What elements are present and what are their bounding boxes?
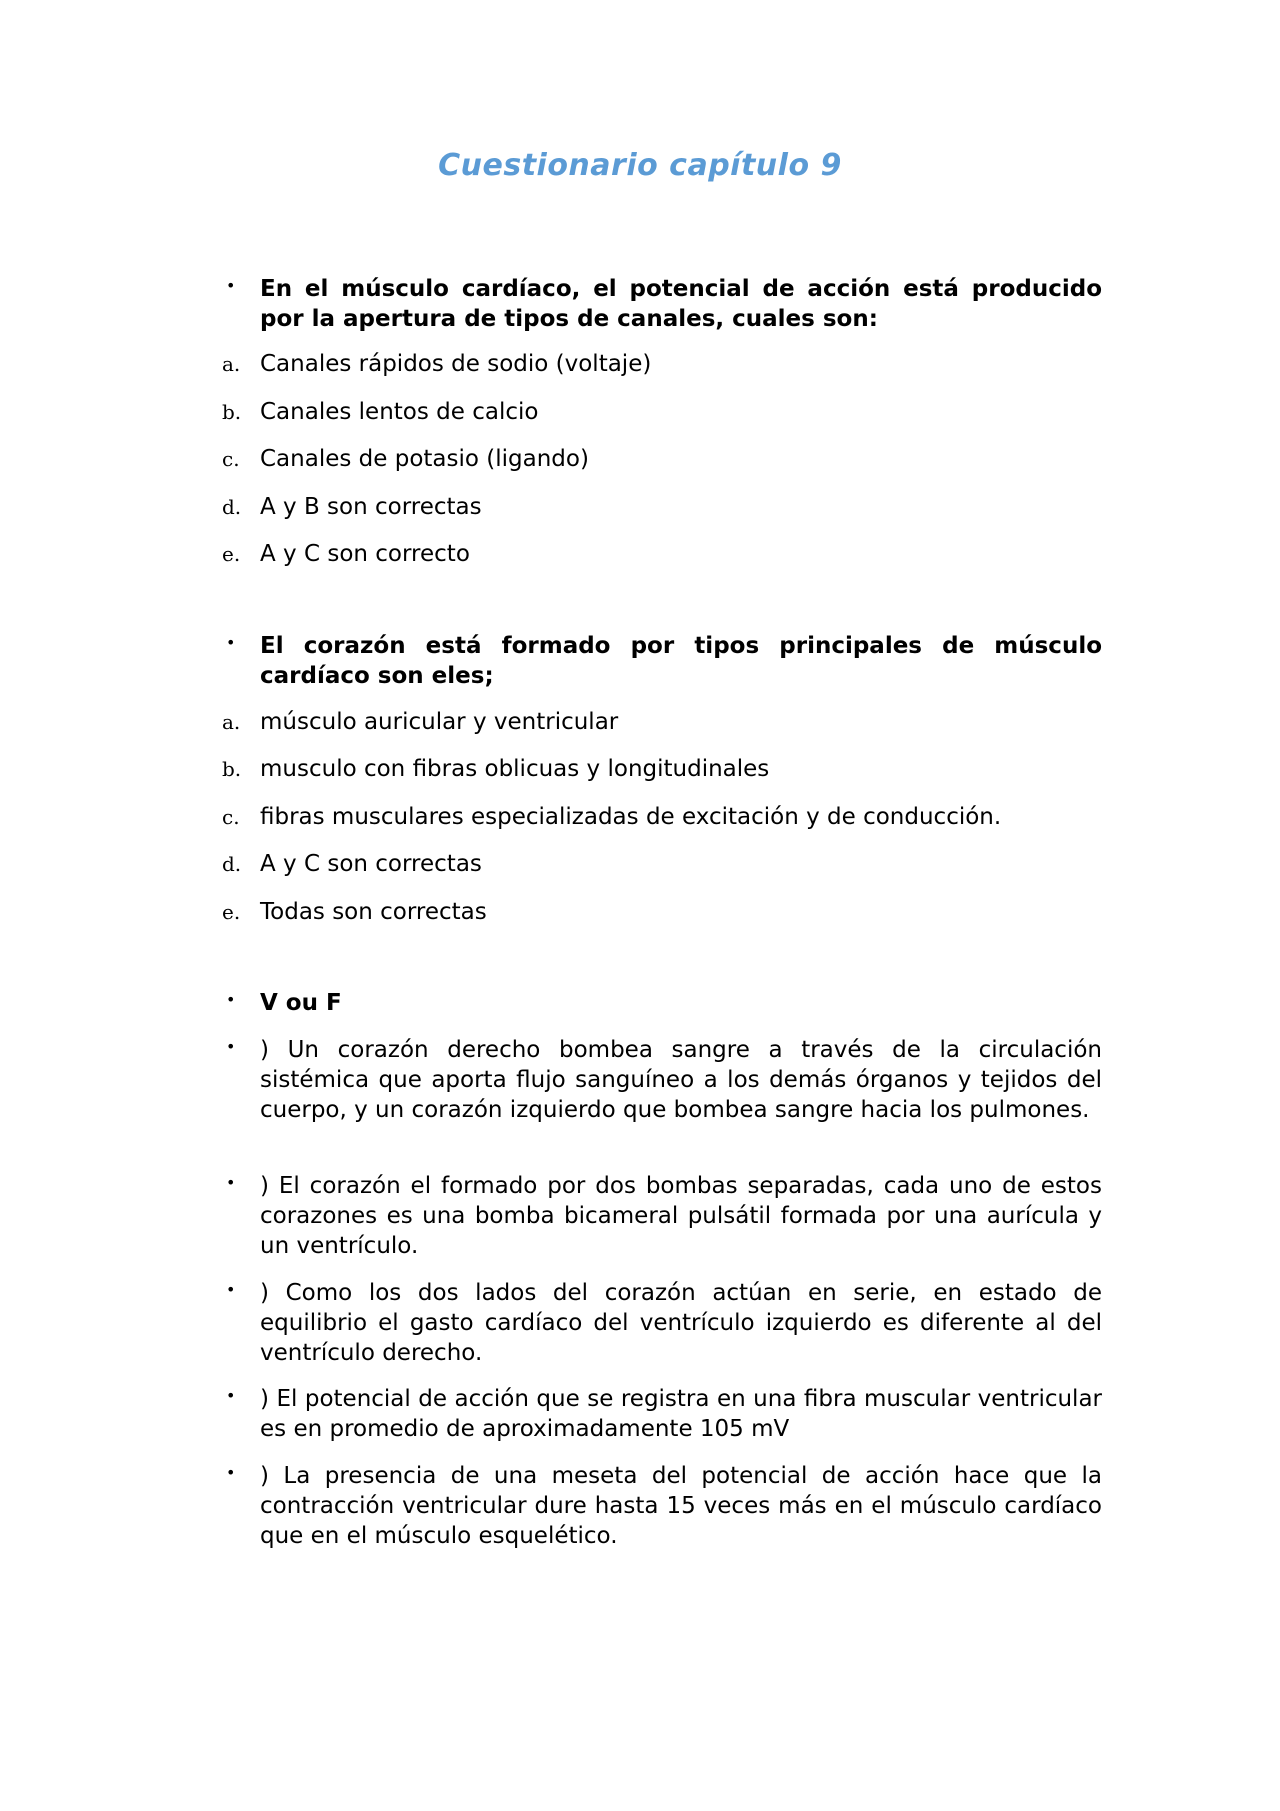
list-item — [222, 707, 1102, 737]
option-text: Canales rápidos de sodio (voltaje) — [260, 351, 652, 377]
list-item — [222, 802, 1102, 832]
option-letter: b. — [222, 757, 242, 781]
question-1-stem — [222, 274, 1102, 334]
option-text: Todas son correctas — [260, 899, 487, 925]
list-item — [222, 444, 1102, 474]
option-letter: d. — [222, 852, 242, 876]
option-letter: a. — [222, 710, 241, 734]
option-text: Canales de potasio (ligando) — [260, 446, 589, 472]
option-text: A y B son correctas — [260, 494, 482, 520]
list-item — [222, 349, 1102, 379]
list-item — [222, 754, 1102, 784]
statement-text: ) El corazón el formado por dos bombas separadas, cada uno de estos corazones es una bomba bicameral pulsátil formada por una aurícula y un ventrículo. — [260, 1173, 1102, 1259]
question-2-stem — [222, 631, 1102, 691]
bullet-icon: • — [226, 1280, 236, 1299]
statement-text: ) Un corazón derecho bombea sangre a través de la circulación sistémica que aporta flujo sanguíneo a los demás órganos y tejidos del cuerpo, y un corazón izquierdo que bombea sangre hacia los pulmones. — [260, 1037, 1102, 1123]
option-letter: c. — [222, 805, 240, 829]
bullet-icon: • — [226, 1173, 236, 1192]
option-letter: a. — [222, 352, 241, 376]
question-text: En el músculo cardíaco, el potencial de acción está producido por la apertura de tipos de canales, cuales son: — [260, 276, 1102, 332]
bullet-icon: • — [226, 633, 236, 652]
question-3-stem — [222, 988, 1102, 1018]
bullet-icon: • — [226, 1386, 236, 1405]
option-text: A y C son correctas — [260, 851, 482, 877]
statement-text: ) El potencial de acción que se registra en una fibra muscular ventricular es en promedio de aproximadamente 105 mV — [260, 1386, 1102, 1442]
list-item — [222, 897, 1102, 927]
option-text: Canales lentos de calcio — [260, 399, 539, 425]
list-item — [222, 1035, 1102, 1125]
option-text: musculo con fibras oblicuas y longitudinales — [260, 756, 770, 782]
bullet-icon: • — [226, 276, 236, 295]
bullet-icon: • — [226, 1463, 236, 1482]
statement-text: ) La presencia de una meseta del potencial de acción hace que la contracción ventricular dure hasta 15 veces más en el músculo cardíaco que en el músculo esquelético. — [260, 1463, 1102, 1549]
list-item — [222, 492, 1102, 522]
list-item — [222, 1278, 1102, 1368]
option-letter: e. — [222, 900, 241, 924]
list-item — [222, 539, 1102, 569]
list-item — [222, 1461, 1102, 1551]
option-letter: c. — [222, 447, 240, 471]
bullet-icon: • — [226, 1037, 236, 1056]
option-text: músculo auricular y ventricular — [260, 709, 619, 735]
statement-text: ) Como los dos lados del corazón actúan en serie, en estado de equilibrio el gasto cardíaco del ventrículo izquierdo es diferente al del ventrículo derecho. — [260, 1280, 1102, 1366]
question-text: V ou F — [260, 990, 342, 1016]
list-item — [222, 1384, 1102, 1444]
option-text: fibras musculares especializadas de excitación y de conducción. — [260, 804, 1002, 830]
question-text: El corazón está formado por tipos principales de músculo cardíaco son eles; — [260, 633, 1102, 689]
option-letter: e. — [222, 542, 241, 566]
list-item — [222, 397, 1102, 427]
option-text: A y C son correcto — [260, 541, 470, 567]
option-letter: b. — [222, 400, 242, 424]
option-letter: d. — [222, 495, 242, 519]
page-title: Cuestionario capítulo 9 — [438, 148, 842, 183]
bullet-icon: • — [226, 990, 236, 1009]
list-item — [222, 849, 1102, 879]
list-item — [222, 1171, 1102, 1261]
